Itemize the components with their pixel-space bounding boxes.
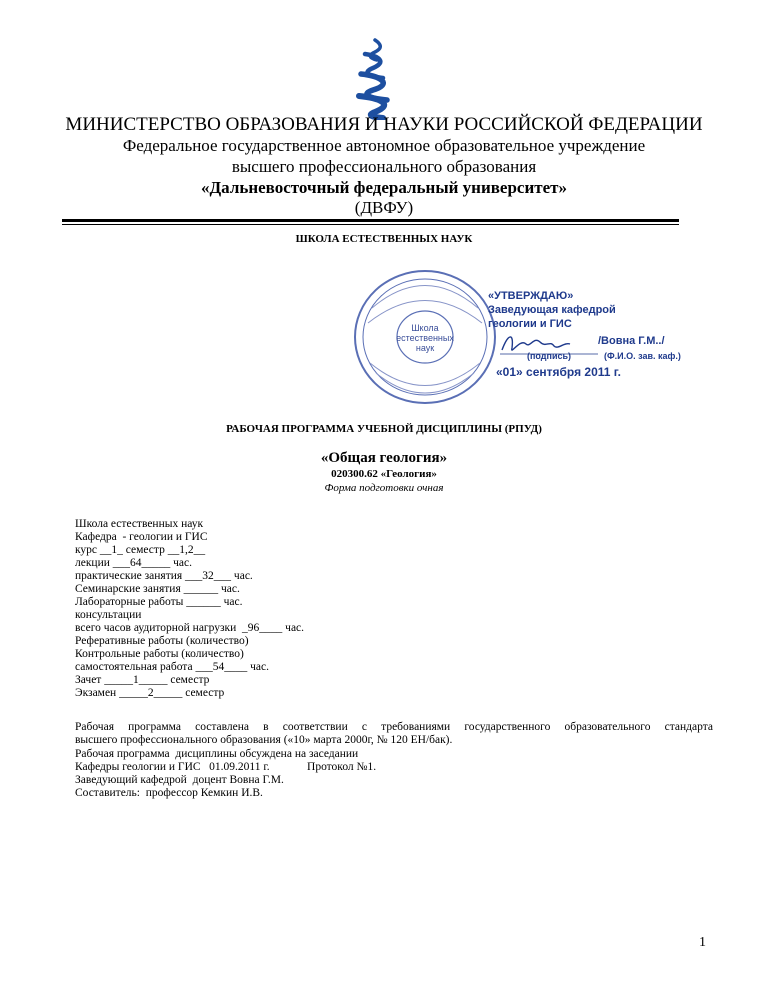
info-line: лекции ___64_____ час.	[75, 557, 193, 569]
approval-date: «01» сентября 2011 г.	[496, 365, 621, 379]
official-seal-icon	[352, 268, 498, 406]
notes-line: высшего профессионального образования («10» марта 2000г, № 120 ЕН/бак).	[75, 734, 453, 747]
discipline-code: 020300.62 «Геология»	[331, 468, 437, 480]
university-abbr: (ДВФУ)	[354, 198, 414, 217]
notes-block	[75, 721, 713, 801]
info-line: практические занятия ___32___ час.	[75, 570, 253, 582]
institution-type-line-2: высшего профессионального образования	[231, 157, 537, 176]
info-line: курс __1_ семестр __1,2__	[75, 544, 206, 556]
notes-line: Рабочая программа составлена в соответствии с требованиями государственного образовательного стандарта	[75, 721, 713, 733]
notes-line: Составитель: профессор Кемкин И.В.	[75, 787, 263, 800]
signature-caption: (подпись)	[527, 351, 572, 361]
approval-department: геологии и ГИС	[488, 318, 572, 330]
notes-line: Заведующий кафедрой доцент Вовна Г.М.	[75, 774, 284, 787]
approval-position: Заведующая кафедрой	[488, 304, 616, 316]
info-line: Экзамен _____2_____ семестр	[75, 687, 225, 699]
approval-signer: /Вовна Г.М../	[598, 335, 665, 347]
info-line: консультации	[75, 609, 142, 621]
info-line: самостоятельная работа ___54____ час.	[75, 661, 269, 673]
study-form: Форма подготовки очная	[324, 482, 444, 494]
info-line: всего часов аудиторной нагрузки _96____ час.	[75, 622, 305, 634]
name-caption: (Ф.И.О. зав. каф.)	[604, 351, 681, 361]
notes-line: Кафедры геологии и ГИС 01.09.2011 г. Протокол №1.	[75, 760, 377, 773]
university-logo-icon	[353, 38, 397, 120]
notes-line: Рабочая программа дисциплины обсуждена на заседании	[75, 747, 359, 760]
info-line: Семинарские занятия ______ час.	[75, 583, 240, 595]
ministry-heading: МИНИСТЕРСТВО ОБРАЗОВАНИЯ И НАУКИ РОССИЙСКОЙ ФЕДЕРАЦИИ	[65, 114, 703, 135]
svg-text:естественных: естественных	[396, 333, 454, 343]
program-title: РАБОЧАЯ ПРОГРАММА УЧЕБНОЙ ДИСЦИПЛИНЫ (РПУД)	[226, 423, 542, 435]
header-divider-thick	[62, 219, 679, 222]
info-line: Кафедра - геологии и ГИС	[75, 531, 208, 543]
page-number: 1	[699, 935, 706, 950]
info-line: Школа естественных наук	[75, 518, 204, 530]
info-line: Реферативные работы (количество)	[75, 635, 249, 647]
institution-type-line: Федеральное государственное автономное образовательное учреждение	[122, 136, 646, 155]
university-name: «Дальневосточный федеральный университет»	[200, 178, 568, 197]
course-info-block	[75, 518, 304, 700]
header-divider-thin	[62, 224, 679, 225]
svg-text:наук: наук	[415, 343, 435, 353]
school-name: ШКОЛА ЕСТЕСТВЕННЫХ НАУК	[295, 233, 473, 245]
info-line: Лабораторные работы ______ час.	[75, 596, 243, 608]
info-line: Зачет _____1_____ семестр	[75, 674, 210, 686]
discipline-name: «Общая геология»	[320, 450, 448, 466]
info-line: Контрольные работы (количество)	[75, 648, 244, 660]
approval-label: «УТВЕРЖДАЮ»	[488, 290, 574, 302]
svg-text:Школа: Школа	[411, 323, 439, 333]
